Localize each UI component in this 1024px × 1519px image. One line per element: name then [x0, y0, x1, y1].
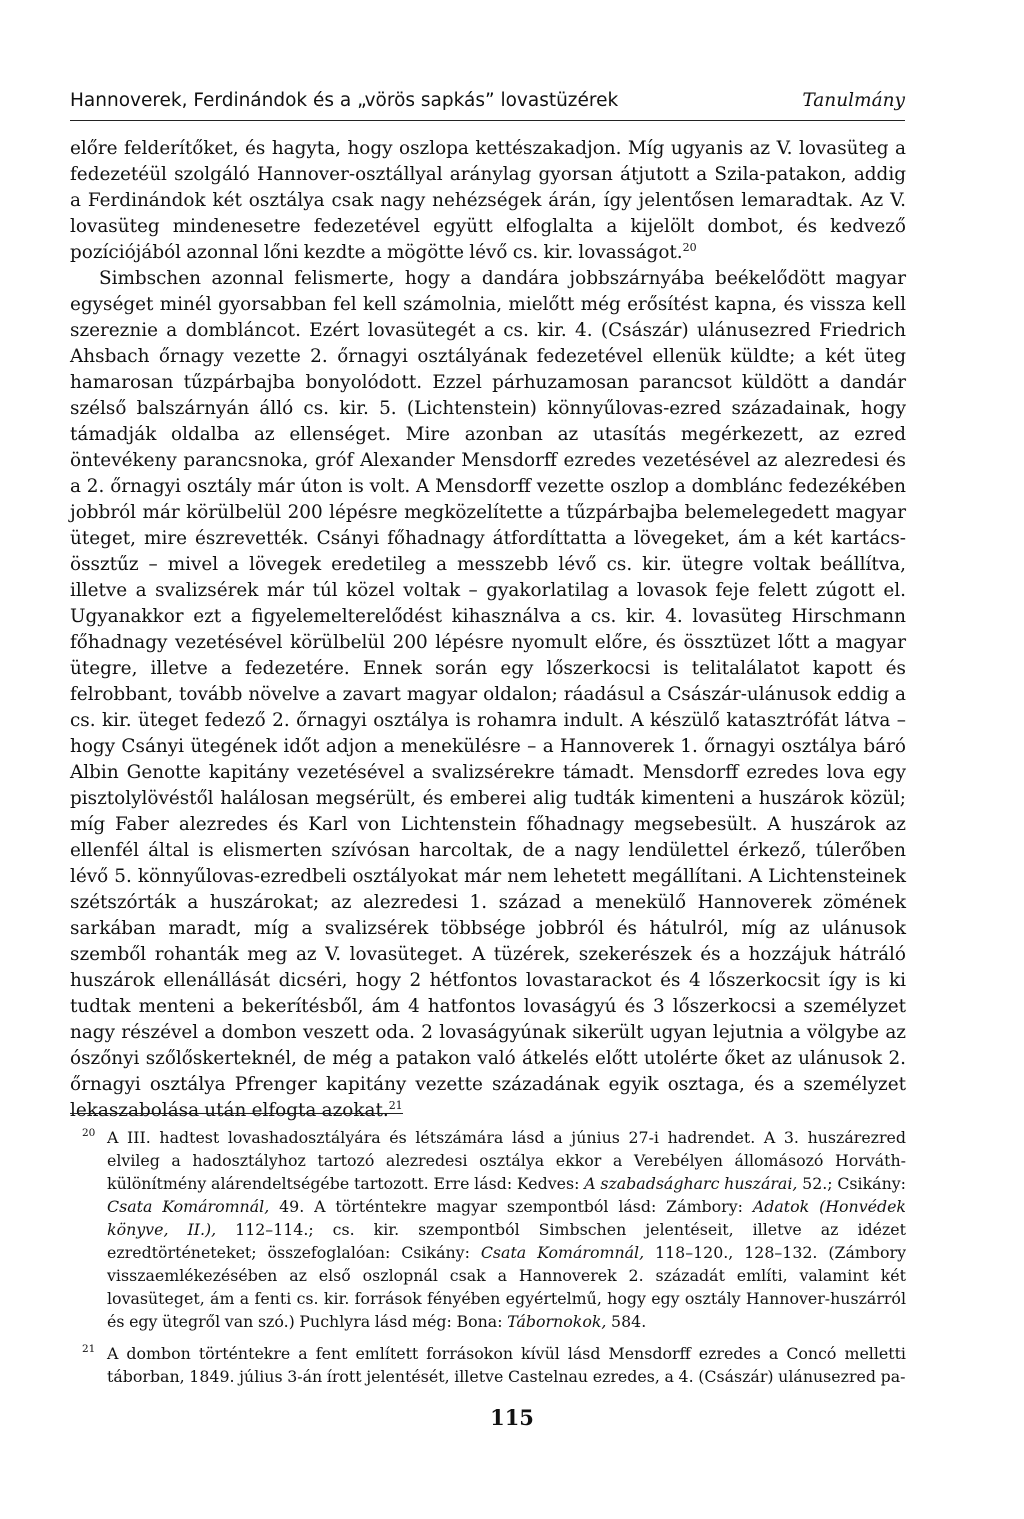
page-number: 115 — [490, 1405, 534, 1430]
footnote-title: Csata Komáromnál, — [480, 1243, 645, 1262]
footnote-text: 112–114.; cs. kir. szempontból Simbschen jelentéseit, illetve az idézet ezredtörténeteket; összefoglalóan: Csikány: — [107, 1220, 906, 1262]
running-head — [70, 86, 905, 121]
footnote-number: 21 — [82, 1343, 96, 1355]
footnote-text: A III. hadtest lovashadosztályára és létszámára lásd a június 27-i hadrendet. A 3. huszárezred elvileg a hadosztályhoz tartozó alezredesi osztálya ekkor a Verebélyen állomásozó Horváth-különítmény alárendeltségébe tartozott. Erre lásd: Kedves: — [107, 1128, 906, 1193]
footnote-text: 52.; Csikány: — [797, 1174, 906, 1193]
running-head-title: Hannoverek, Ferdinándok és a „vörös sapkás” lovastüzérek — [70, 90, 619, 111]
footnote-text: A dombon történtekre a fent említett forrásokon kívül lásd Mensdorff ezredes a Concó melletti táborban, 1849. július 3-án írott jelentését, illetve Castelnau ezredes, a 4. (Császár) ulánusezred pa- — [107, 1344, 906, 1386]
footnote-text: 584. — [606, 1312, 647, 1331]
footnote-rule — [70, 1113, 403, 1114]
footnote-ref-20: 20 — [682, 241, 697, 254]
footnote-title: A szabadságharc huszárai, — [584, 1174, 798, 1193]
footnote-text: 118–120., 128–132. (Zámbory visszaemlékezésében az első oszlopnál csak a Hannoverek 2. századát említi, valamint két lovasüteget, ám a fenti cs. kir. források fényében egyértelmű, hogy egy osztály Hannover-huszárról és egy ütegről van szó.) Puchlyra lásd még: Bona: — [107, 1243, 907, 1331]
footnote-text: 49. A történtekre magyar szempontból lásd: Zámbory: — [269, 1197, 753, 1216]
footnote-title: Tábornokok, — [507, 1312, 607, 1331]
paragraph-2 — [70, 266, 906, 1124]
running-head-section: Tanulmány — [802, 90, 905, 111]
footnote-title: Adatok (Honvédek könyve, II.), — [107, 1197, 906, 1239]
footnote-title: Csata Komáromnál, — [107, 1197, 270, 1216]
footnote-ref-21: 21 — [388, 1099, 403, 1112]
paragraph-1-text: előre felderítőket, és hagyta, hogy oszlopa kettészakadjon. Míg ugyanis az V. lovasüteg a fedezetéül szolgáló Hannover-osztállyal aránylag gyorsan átjutott a Szila-patakon, addig a Ferdinándok két osztálya csak nagy nehézségek árán, így jelentősen lemaradtak. Az V. lovasüteg mindenesetre fedezetével együtt elfoglalta a kijelölt dombot, és kedvező pozíciójából azonnal lőni kezdte a mögötte lévő cs. kir. lovasságot. — [70, 138, 906, 263]
paragraph-1 — [70, 136, 906, 266]
footnote-20 — [70, 1126, 906, 1333]
body-text — [70, 136, 906, 1124]
footnotes — [70, 1126, 906, 1397]
footnote-number: 20 — [82, 1127, 96, 1139]
paragraph-2-text: Simbschen azonnal felismerte, hogy a dandára jobbszárnyába beékelődött magyar egységet minél gyorsabban fel kell számolnia, mielőtt még erősítést kapna, és vissza kell szereznie a dombláncot. Ezért lovasütegét a cs. kir. 4. (Császár) ulánusezred Friedrich Ahsbach őrnagy vezette 2. őrnagyi osztályának fedezetével ellenük küldte; a két üteg hamarosan tűzpárbajba bonyolódott. Ezzel párhuzamosan parancsot küldött a dandár szélső balszárnyán álló cs. kir. 5. (Lichtenstein) könnyűlovas-ezred századainak, hogy támadják oldalba az ellenséget. Mire azonban az utasítás megérkezett, az ezred öntevékeny parancsnoka, gróf Alexander Mensdorff ezredes vezetésével az alezredesi és a 2. őrnagyi osztály már úton is volt. A Mensdorff vezette oszlop a domblánc fedezékében jobbról már körülbelül 200 lépésre megközelítette a tűzpárbajba belemelegedett magyar üteget, mire észrevették. Csányi főhadnagy átfordíttatta a lövegeket, ám a két kartács-össztűz – mivel a lövegek eredetileg a messzebb lévő cs. kir. ütegre voltak beállítva, illetve a svalizsérek már túl közel voltak – gyakorlatilag a lovasok feje felett zúgott el. Ugyanakkor ezt a figyelemelterelődést kihasználva a cs. kir. 4. lovasüteg Hirschmann főhadnagy vezetésével körülbelül 200 lépésre nyomult előre, és össztüzet lőtt a magyar ütegre, illetve a fedezetére. Ennek során egy lőszerkocsi is telitalálatot kapott és felrobbant, tovább növelve a zavart magyar oldalon; ráadásul a Császár-ulánusok eddig a cs. kir. üteget fedező 2. őrnagyi osztálya is rohamra indult. A készülő katasztrófát látva – hogy Csányi ütegének időt adjon a menekülésre – a Hannoverek 1. őrnagyi osztálya báró Albin Genotte kapitány vezetésével a svalizsérekre támadt. Mensdorff ezredes lova egy pisztolylövéstől halálosan megsérült, és emberei alig tudták kimenteni a huszárok közül; míg Faber alezredes és Karl von Lichtenstein főhadnagy megsebesült. A huszárok az ellenfél által is elismerten szívósan harcoltak, de a nagy lendülettel érkező, túlerőben lévő 5. könnyűlovas-ezredbeli osztályokat már nem lehetett megállítani. A Lichtensteinek szétszórták a huszárokat; az alezredesi 1. század a menekülő Hannoverek zömének sarkában maradt, míg a svalizsérek többsége jobbról és hátulról, míg az ulánusok szemből rohanták meg az V. lovasüteget. A tüzérek, szekerészek és a hozzájuk hátráló huszárok ellenállását dicséri, hogy 2 hétfontos lovastarackot és 4 lőszerkocsit így is ki tudtak menteni a bekerítésből, ám 4 hatfontos lovaságyú és 3 lőszerkocsi a személyzet nagy részével a dombon veszett oda. 2 lovaságyúnak sikerült ugyan lejutnia a völgybe az ószőnyi szőlőskerteknél, de még a patakon való átkelés előtt utolérte őket az ulánusok 2. őrnagyi osztálya Pfrenger kapitány vezette századának egyik osztaga, és a személyzet lekaszabolása után elfogta azokat. — [70, 268, 906, 1121]
footnote-21 — [70, 1342, 906, 1388]
